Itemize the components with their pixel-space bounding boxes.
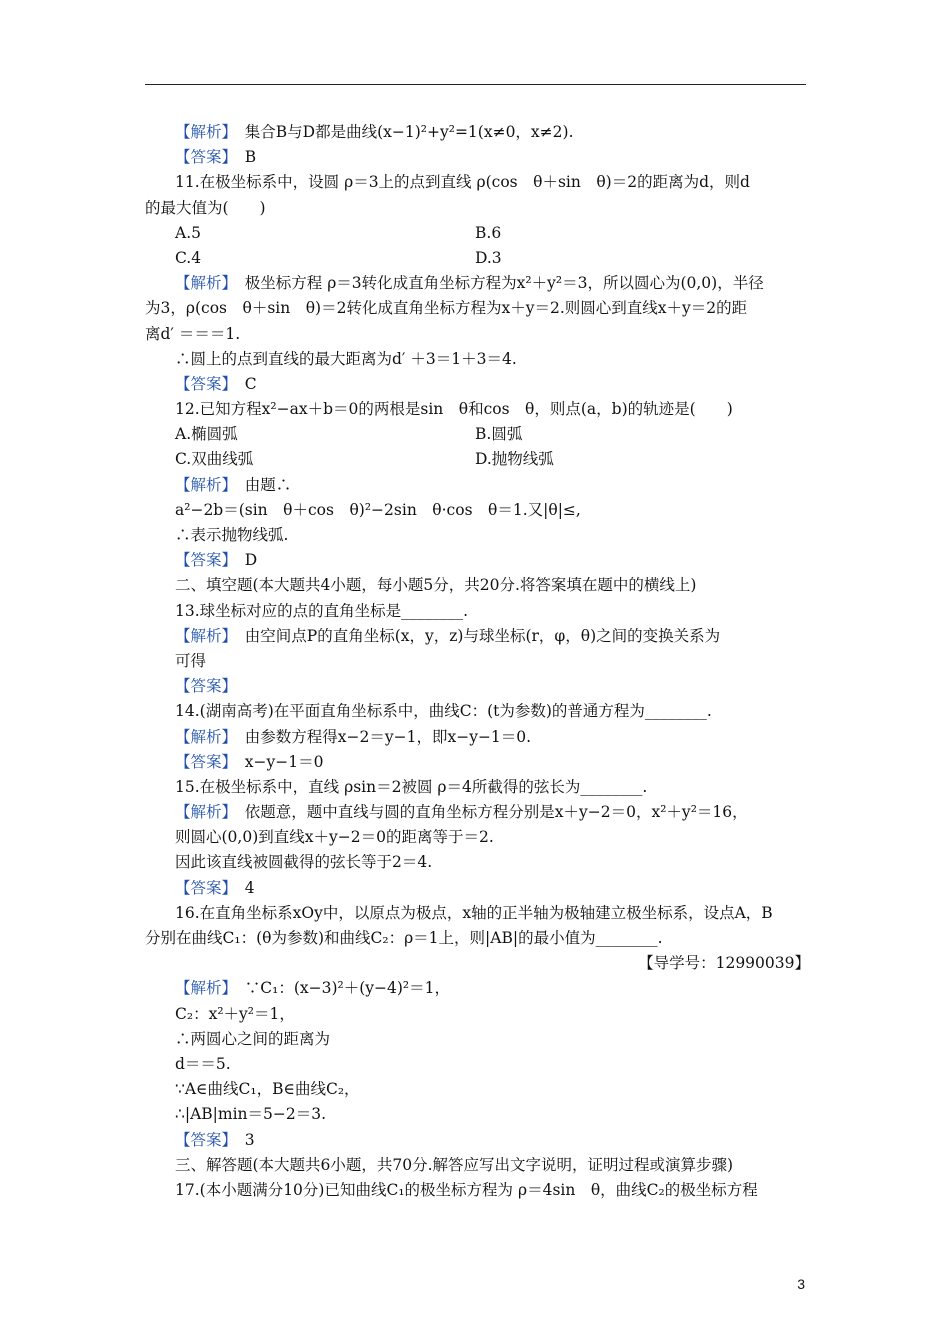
q15-analysis-line2: 则圆心(0,0)到直线x＋y−2＝0的距离等于＝2. bbox=[175, 828, 494, 847]
q12-analysis-line3: ∴表示抛物线弧. bbox=[175, 526, 289, 544]
q10-answer: 【答案】 B bbox=[175, 148, 257, 167]
q13-answer bbox=[145, 674, 810, 699]
header-rule bbox=[145, 84, 806, 85]
q15-analysis: 【解析】 依题意，题中直线与圆的直角坐标方程分别是x＋y−2＝0，x²＋y²＝16， bbox=[175, 803, 748, 822]
answer-tag: 【答案】 bbox=[175, 374, 230, 393]
q14-stem: 14.(湖南高考)在平面直角坐标系中，曲线C：(t为参数)的普通方程为________. bbox=[175, 702, 712, 721]
q14-answer: 【答案】 x−y−1＝0 bbox=[175, 752, 324, 771]
section-2-heading: 二、填空题(本大题共4小题，每小题5分，共20分.将答案填在题中的横线上) bbox=[175, 576, 697, 595]
q13-stem: 13.球坐标对应的点的直角坐标是________. bbox=[175, 601, 469, 620]
q16-stem: 16.在直角坐标系xOy中，以原点为极点，x轴的正半轴为极轴建立极坐标系，设点A，B bbox=[175, 903, 773, 922]
answer-tag: 【答案】 bbox=[175, 148, 230, 167]
q11-options-row1: A.5 B.6 bbox=[175, 223, 502, 242]
q12-options-row1: A.椭圆弧 B.圆弧 bbox=[175, 425, 523, 444]
analysis-tag: 【解析】 bbox=[175, 979, 230, 998]
q11-answer: 【答案】 C bbox=[175, 374, 257, 393]
q11-stem: 11.在极坐标系中，设圆 ρ＝3上的点到直线 ρ(cos θ＋sin θ)＝2的距离为d，则d bbox=[175, 173, 750, 192]
answer-tag: 【答案】 bbox=[175, 878, 230, 897]
answer-tag: 【答案】 bbox=[175, 551, 230, 570]
analysis-tag: 【解析】 bbox=[175, 803, 230, 822]
analysis-tag: 【解析】 bbox=[175, 123, 230, 141]
q17-stem: 17.(本小题满分10分)已知曲线C₁的极坐标方程为 ρ＝4sin θ，曲线C₂的极坐标方程 bbox=[175, 1180, 758, 1199]
q13-analysis-line2: 可得 bbox=[175, 651, 207, 670]
q13-analysis: 【解析】 由空间点P的直角坐标(x，y，z)与球坐标(r，φ，θ)之间的变换关系为 bbox=[175, 626, 721, 645]
page-number: 3 bbox=[797, 1276, 805, 1292]
analysis-tag: 【解析】 bbox=[175, 274, 230, 293]
q11-analysis: 【解析】 极坐标方程 ρ＝3转化成直角坐标方程为x²＋y²＝3，所以圆心为(0,0)，半径 bbox=[175, 274, 764, 293]
q16-analysis-line5: ∵A∈曲线C₁，B∈曲线C₂， bbox=[175, 1080, 360, 1099]
analysis-tag: 【解析】 bbox=[175, 727, 230, 746]
q15-analysis-line3: 因此该直线被圆截得的弦长等于2＝4. bbox=[175, 853, 433, 872]
q15-stem: 15.在极坐标系中，直线 ρsin＝2被圆 ρ＝4所截得的弦长为________. bbox=[175, 777, 648, 796]
q16-analysis-line2: C₂：x²＋y²＝1， bbox=[175, 1004, 295, 1023]
q11-options-row2: C.4 D.3 bbox=[175, 248, 502, 267]
q11-analysis-line2: 为3，ρ(cos θ＋sin θ)＝2转化成直角坐标方程为x＋y＝2.则圆心到直线x＋y＝2的距 bbox=[145, 299, 748, 318]
q16-stem-cont: 分别在曲线C₁：(θ为参数)和曲线C₂：ρ＝1上，则|AB|的最小值为________. bbox=[145, 929, 663, 947]
q16-analysis: 【解析】 ∵C₁：(x−3)²＋(y−4)²＝1， bbox=[175, 979, 451, 998]
q12-analysis-line2: a²−2b＝(sin θ＋cos θ)²−2sin θ·cos θ＝1.又|θ|≤, bbox=[175, 500, 581, 519]
q14-analysis: 【解析】 由参数方程得x−2＝y−1，即x−y−1＝0. bbox=[175, 727, 532, 746]
q11-analysis-line4: ∴圆上的点到直线的最大距离为d′ ＋3＝1＋3＝4. bbox=[175, 349, 517, 368]
section-3-heading: 三、解答题(本大题共6小题，共70分.解答应写出文字说明，证明过程或演算步骤) bbox=[175, 1155, 734, 1174]
q10-analysis: 【解析】 集合B与D都是曲线(x−1)²+y²=1(x≠0，x≠2). bbox=[175, 123, 574, 141]
page-body bbox=[145, 120, 810, 1203]
q15-answer: 【答案】 4 bbox=[175, 878, 255, 897]
q16-analysis-line3: ∴两圆心之间的距离为 bbox=[175, 1029, 331, 1048]
analysis-tag: 【解析】 bbox=[175, 475, 230, 494]
guide-number: 【导学号：12990039】 bbox=[638, 954, 810, 973]
q12-options-row2: C.双曲线弧 D.抛物线弧 bbox=[175, 450, 554, 469]
q12-analysis: 【解析】 由题∴ bbox=[175, 475, 292, 494]
q16-answer: 【答案】 3 bbox=[175, 1130, 255, 1149]
q16-analysis-line6: ∴|AB|min＝5−2＝3. bbox=[175, 1105, 327, 1124]
q11-stem-cont: 的最大值为( ) bbox=[145, 198, 266, 217]
answer-tag: 【答案】 bbox=[175, 677, 238, 696]
q16-analysis-line4: d＝＝5. bbox=[175, 1054, 231, 1073]
q11-analysis-line3: 离d′ ＝＝＝1. bbox=[145, 324, 241, 343]
answer-tag: 【答案】 bbox=[175, 752, 230, 771]
q12-answer: 【答案】 D bbox=[175, 551, 258, 570]
answer-tag: 【答案】 bbox=[175, 1130, 230, 1149]
q12-stem: 12.已知方程x²−ax＋b＝0的两根是sin θ和cos θ，则点(a，b)的轨迹是( ) bbox=[175, 400, 733, 419]
analysis-tag: 【解析】 bbox=[175, 626, 230, 645]
